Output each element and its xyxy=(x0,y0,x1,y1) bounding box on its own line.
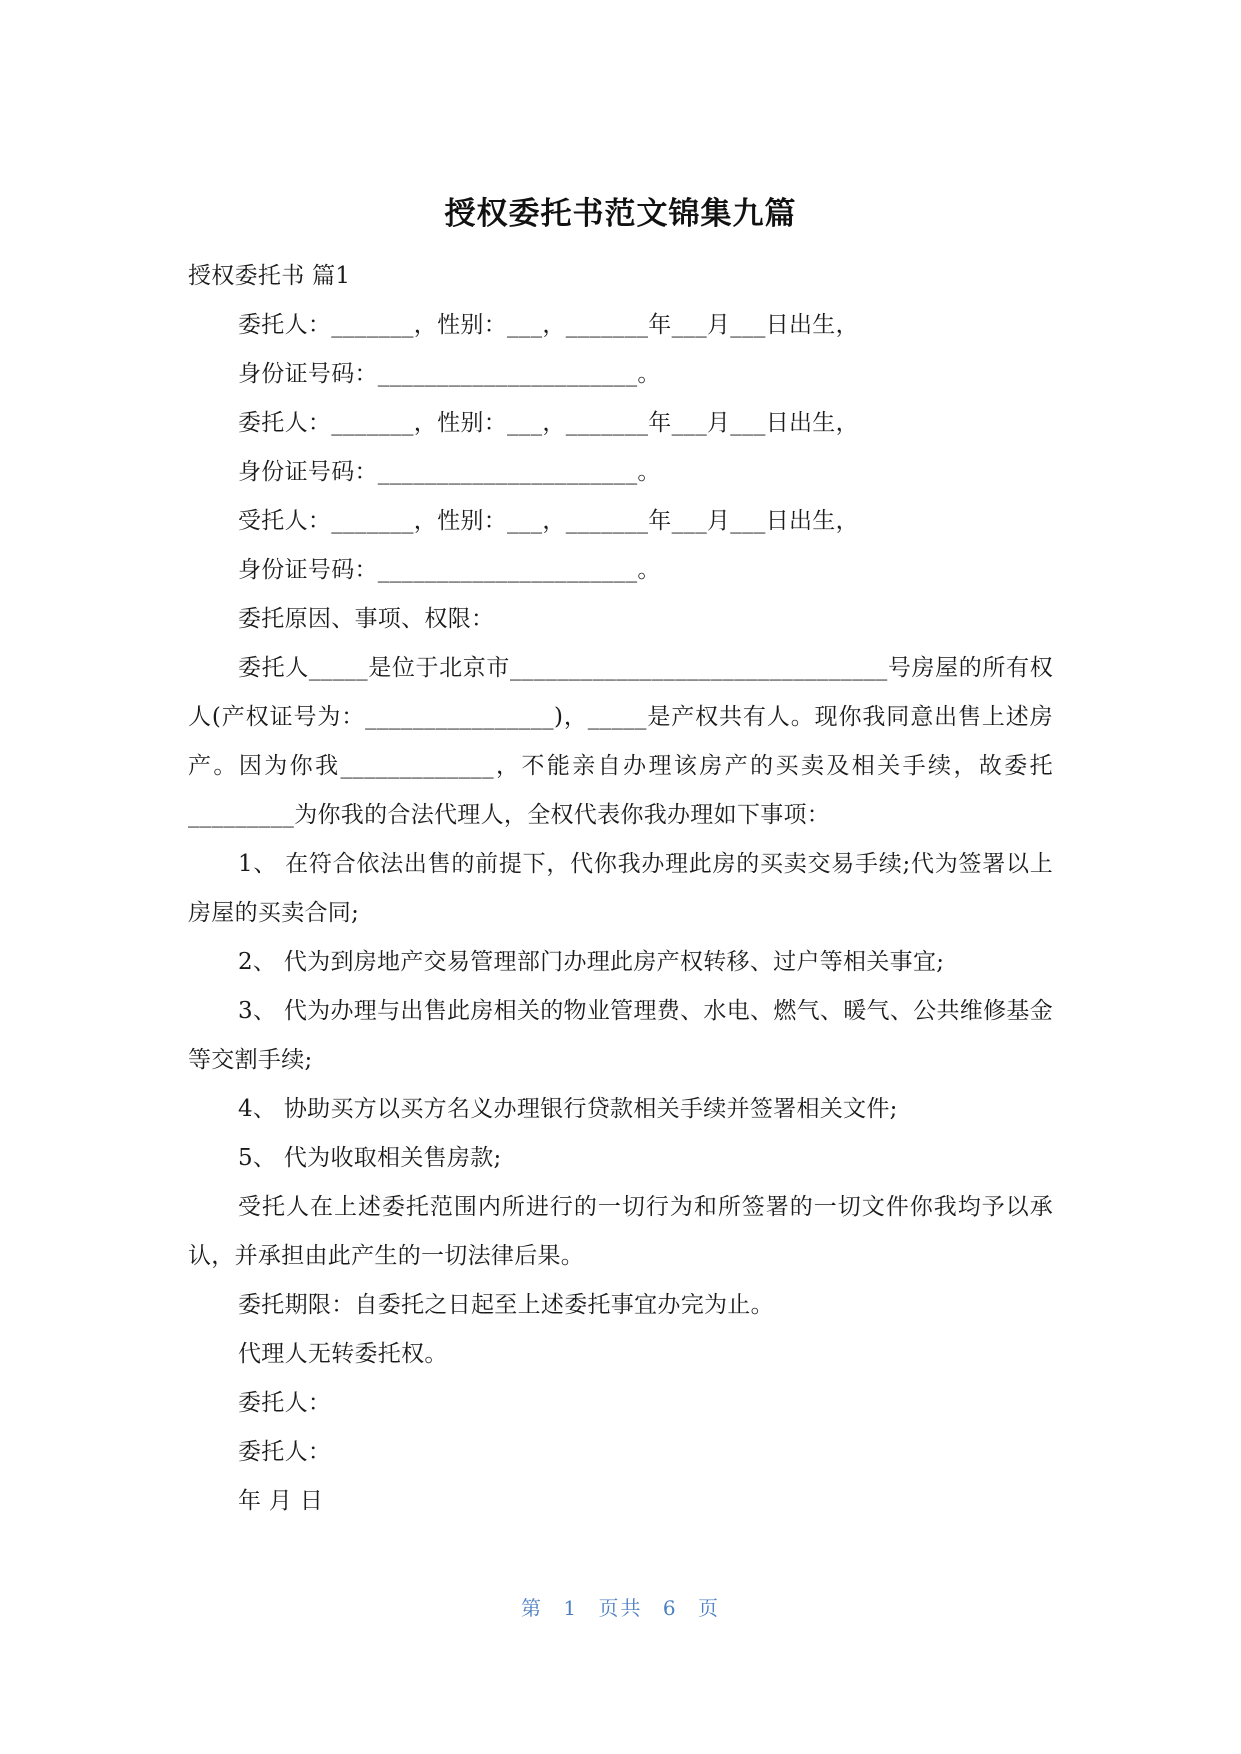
principal-2-id-line: 身份证号码：______________________。 xyxy=(238,459,661,485)
principal-1-id-line: 身份证号码：______________________。 xyxy=(238,361,661,387)
footer-current-page: 1 xyxy=(563,1596,579,1620)
main-paragraph: 委托人_____是位于北京市________________________________号房屋的所有权人(产权证号为：________________)，_____是产权共有人。现你我同意出售上述房产。因为你我_____________，不能亲自办理该房产的买卖及相关手续，故委托_________为你我的合法代理人，全权代表你我办理如下事项： xyxy=(188,655,1053,828)
document-title: 授权委托书范文锦集九篇 xyxy=(444,196,797,232)
agent-id-line: 身份证号码：______________________。 xyxy=(238,557,661,583)
section-heading: 授权委托书 篇1 xyxy=(188,263,351,289)
authorization-heading: 委托原因、事项、权限： xyxy=(238,606,495,632)
footer-suffix: 页 xyxy=(697,1596,720,1620)
acknowledgement-paragraph: 受托人在上述委托范围内所进行的一切行为和所签署的一切文件你我均予以承认，并承担由此产生的一切法律后果。 xyxy=(188,1194,1053,1269)
item-5: 5、 代为收取相关售房款; xyxy=(238,1145,502,1171)
item-1: 1、 在符合依法出售的前提下，代你我办理此房的买卖交易手续;代为签署以上房屋的买卖合同; xyxy=(188,851,1053,926)
no-subdelegation-paragraph: 代理人无转委托权。 xyxy=(238,1341,448,1367)
item-3: 3、 代为办理与出售此房相关的物业管理费、水电、燃气、暖气、公共维修基金等交割手续; xyxy=(188,998,1053,1073)
footer-prefix: 第 xyxy=(521,1596,544,1620)
document-body xyxy=(188,252,1053,1526)
item-2: 2、 代为到房地产交易管理部门办理此房产权转移、过户等相关事宜; xyxy=(238,949,945,975)
footer-middle: 页共 xyxy=(598,1596,643,1620)
principal-1-line: 委托人：_______，性别：___，_______年___月___日出生， xyxy=(238,312,859,338)
item-4: 4、 协助买方以买方名义办理银行贷款相关手续并签署相关文件; xyxy=(238,1096,898,1122)
footer-total-pages: 6 xyxy=(662,1596,678,1620)
date-line: 年 月 日 xyxy=(238,1488,324,1514)
page-footer xyxy=(0,1592,1241,1621)
agent-line: 受托人：_______，性别：___，_______年___月___日出生， xyxy=(238,508,859,534)
term-paragraph: 委托期限：自委托之日起至上述委托事宜办完为止。 xyxy=(238,1292,774,1318)
signature-principal-1: 委托人： xyxy=(238,1390,332,1416)
signature-principal-2: 委托人： xyxy=(238,1439,332,1465)
principal-2-line: 委托人：_______，性别：___，_______年___月___日出生， xyxy=(238,410,859,436)
